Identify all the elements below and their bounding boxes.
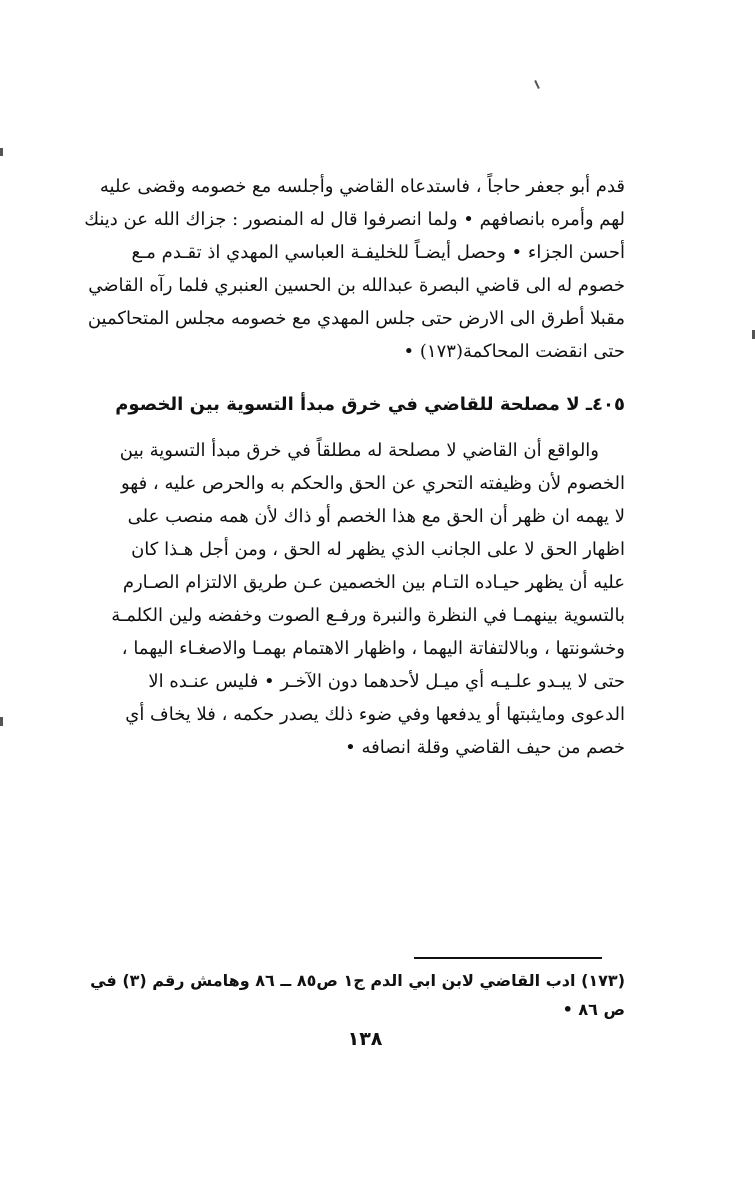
scan-speck	[0, 717, 3, 726]
paragraph-1	[84, 170, 625, 368]
paragraph-2-line: الخصوم لأن وظيفته التحري عن الحق والحكم به والحرص عليه ، فهو	[121, 473, 625, 494]
page-number: ١٣٨	[347, 1028, 383, 1050]
paragraph-2-line: خصم من حيف القاضي وقلة انصافه •	[345, 737, 625, 758]
paragraph-2-line: اظهار الحق لا على الجانب الذي يظهر له الحق ، ومن أجل هـذا كان	[131, 539, 625, 560]
footnote-line: (١٧٣) ادب القاضي لابن ابي الدم ج١ ص٨٥ ــ ٨٦ وهامش رقم (٣) في	[90, 971, 625, 990]
paragraph-1-line: أحسن الجزاء • وحصل أيضـاً للخليفـة العباسي المهدي اذ تقـدم مـع	[131, 242, 625, 263]
paragraph-2-line: عليه أن يظهر حيـاده التـام بين الخصمين عـن طريق الالتزام الصـارم	[122, 572, 625, 593]
section-heading: ٤٠٥ـ لا مصلحة للقاضي في خرق مبدأ التسوية بين الخصوم	[115, 394, 625, 415]
paragraph-1-line: لهم وأمره بانصافهم • ولما انصرفوا قال له المنصور : جزاك الله عن دينك	[84, 209, 625, 230]
paragraph-1-line: حتى انقضت المحاكمة(١٧٣) •	[403, 341, 625, 362]
paragraph-1-line: مقبلا أطرق الى الارض حتى جلس المهدي مع خصومه مجلس المتحاكمين	[87, 308, 625, 329]
paragraph-2	[110, 434, 625, 764]
paragraph-2-line: حتى لا يبـدو علـيـه أي ميـل لأحدهما دون الآخـر • فليس عنـده الا	[148, 671, 625, 692]
paragraph-2-line: والواقع أن القاضي لا مصلحة له مطلقاً في خرق مبدأ التسوية بين	[119, 440, 599, 461]
footnote	[90, 966, 625, 1024]
scan-speck	[534, 80, 540, 89]
paragraph-2-line: وخشونتها ، وبالالتفاتة اليهما ، واظهار الاهتمام بهمـا والاصغـاء اليهما ،	[121, 638, 625, 659]
paragraph-2-line: لا يهمه ان ظهر أن الحق مع هذا الخصم أو ذاك لأن همه منصب على	[127, 506, 625, 527]
footnote-line: ص ٨٦ •	[562, 1000, 625, 1019]
paragraph-1-line: قدم أبو جعفر حاجاً ، فاستدعاه القاضي وأجلسه مع خصومه وقضى عليه	[99, 176, 625, 197]
paragraph-1-line: خصوم له الى قاضي البصرة عبدالله بن الحسين العنبري فلما رآه القاضي	[88, 275, 625, 296]
scan-speck	[0, 148, 3, 156]
footnote-divider	[414, 957, 602, 959]
paragraph-2-line: بالتسوية بينهمـا في النظرة والنبرة ورفـع الصوت وخفضه ولين الكلمـة	[111, 605, 625, 626]
paragraph-2-line: الدعوى ومايثبتها أو يدفعها وفي ضوء ذلك يصدر حكمه ، فلا يخاف أي	[125, 704, 625, 725]
